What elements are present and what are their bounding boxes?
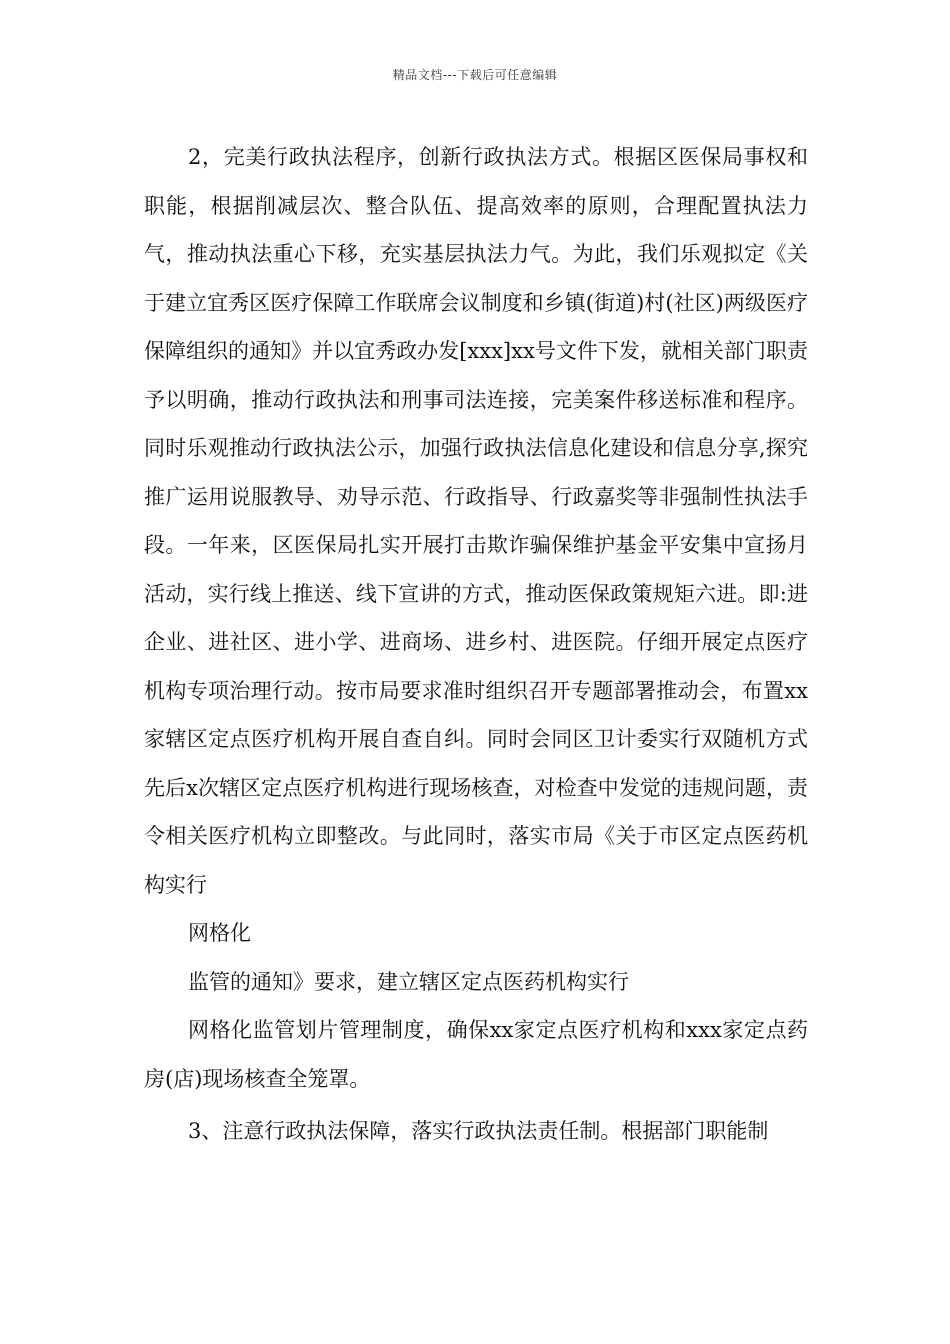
paragraph-fragment-grid: 网格化 [188,921,251,945]
paragraph-fragment-notice: 监管的通知》要求，建立辖区定点医药机构实行 [188,969,629,994]
paragraph-enforcement-guarantee: 3、注意行政执法保障，落实行政执法责任制。根据部门职能制 [188,1119,769,1143]
page-header: 精品文档---下载后可任意编辑 [392,68,558,82]
document-body [144,133,808,1156]
paragraph-enforcement-procedure: 2，完美行政执法程序，创新行政执法方式。根据区医保局事权和职能，根据削减层次、整合队伍、提高效率的原则，合理配置执法力气，推动执法重心下移，充实基层执法力气。为此，我们乐观拟定《关于建立宜秀区医疗保障工作联席会议制度和乡镇(街道)村(社区)两级医疗保障组织的通知》并以宜秀政办发[xxx]xx号文件下发，就相关部门职责予以明确，推动行政执法和刑事司法连接，完美案件移送标准和程序。同时乐观推动行政执法公示，加强行政执法信息化建设和信息分享,探究推广运用说服教导、劝导示范、行政指导、行政嘉奖等非强制性执法手段。一年来，区医保局扎实开展打击欺诈骗保维护基金平安集中宣扬月活动，实行线上推送、线下宣讲的方式，推动医保政策规矩六进。即:进企业、进社区、进小学、进商场、进乡村、进医院。仔细开展定点医疗机构专项治理行动。按市局要求准时组织召开专题部署推动会，布置xx家辖区定点医疗机构开展自查自纠。同时会同区卫计委实行双随机方式先后x次辖区定点医疗机构进行现场核查，对检查中发觉的违规问题，责令相关医疗机构立即整改。与此同时，落实市局《关于市区定点医药机构实行 [144,145,808,897]
paragraph-grid-supervision: 网格化监管划片管理制度，确保xx家定点医疗机构和xxx家定点药房(店)现场核查全笼罩。 [144,1018,808,1091]
